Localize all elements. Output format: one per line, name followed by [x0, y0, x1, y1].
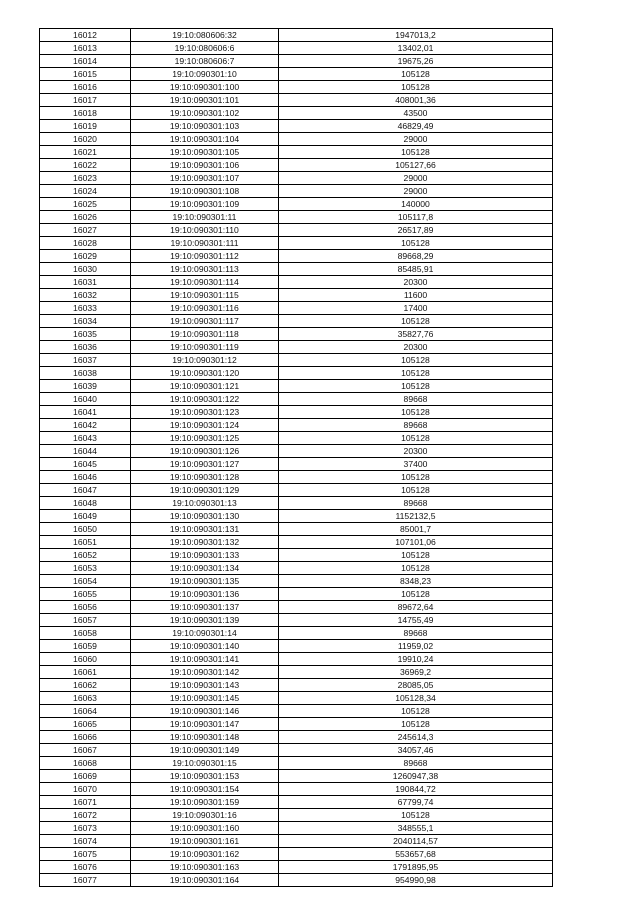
value-cell: 105128	[279, 705, 553, 718]
table-row	[40, 107, 553, 120]
cadastral-number-cell: 19:10:090301:104	[131, 133, 279, 146]
value-cell: 11600	[279, 289, 553, 302]
cadastral-number-cell: 19:10:090301:127	[131, 458, 279, 471]
table-row	[40, 653, 553, 666]
row-number-cell: 16072	[40, 809, 131, 822]
table-row	[40, 471, 553, 484]
value-cell: 37400	[279, 458, 553, 471]
value-cell: 2040114,57	[279, 835, 553, 848]
row-number-cell: 16061	[40, 666, 131, 679]
cadastral-number-cell: 19:10:090301:109	[131, 198, 279, 211]
row-number-cell: 16040	[40, 393, 131, 406]
table-row	[40, 822, 553, 835]
row-number-cell: 16051	[40, 536, 131, 549]
table-row	[40, 81, 553, 94]
value-cell: 89668	[279, 497, 553, 510]
table-row	[40, 445, 553, 458]
row-number-cell: 16044	[40, 445, 131, 458]
cadastral-number-cell: 19:10:090301:124	[131, 419, 279, 432]
cadastral-number-cell: 19:10:090301:115	[131, 289, 279, 302]
value-cell: 140000	[279, 198, 553, 211]
cadastral-number-cell: 19:10:090301:163	[131, 861, 279, 874]
row-number-cell: 16043	[40, 432, 131, 445]
cadastral-number-cell: 19:10:090301:134	[131, 562, 279, 575]
cadastral-number-cell: 19:10:090301:164	[131, 874, 279, 887]
value-cell: 105128,34	[279, 692, 553, 705]
row-number-cell: 16073	[40, 822, 131, 835]
value-cell: 105128	[279, 809, 553, 822]
table-row	[40, 302, 553, 315]
table-row	[40, 692, 553, 705]
cadastral-number-cell: 19:10:090301:130	[131, 510, 279, 523]
value-cell: 34057,46	[279, 744, 553, 757]
table-row	[40, 679, 553, 692]
table-row	[40, 614, 553, 627]
table-row	[40, 588, 553, 601]
table-row	[40, 380, 553, 393]
cadastral-number-cell: 19:10:090301:128	[131, 471, 279, 484]
value-cell: 190844,72	[279, 783, 553, 796]
table-row	[40, 718, 553, 731]
row-number-cell: 16020	[40, 133, 131, 146]
cadastral-number-cell: 19:10:090301:154	[131, 783, 279, 796]
value-cell: 8348,23	[279, 575, 553, 588]
row-number-cell: 16029	[40, 250, 131, 263]
row-number-cell: 16064	[40, 705, 131, 718]
value-cell: 17400	[279, 302, 553, 315]
row-number-cell: 16075	[40, 848, 131, 861]
row-number-cell: 16025	[40, 198, 131, 211]
table-row	[40, 744, 553, 757]
value-cell: 105128	[279, 471, 553, 484]
cadastral-number-cell: 19:10:090301:106	[131, 159, 279, 172]
value-cell: 85485,91	[279, 263, 553, 276]
value-cell: 43500	[279, 107, 553, 120]
row-number-cell: 16056	[40, 601, 131, 614]
row-number-cell: 16053	[40, 562, 131, 575]
value-cell: 46829,49	[279, 120, 553, 133]
table-row	[40, 484, 553, 497]
value-cell: 85001,7	[279, 523, 553, 536]
table-row	[40, 120, 553, 133]
table-row	[40, 601, 553, 614]
row-number-cell: 16068	[40, 757, 131, 770]
table-row	[40, 393, 553, 406]
table-row	[40, 263, 553, 276]
table-row	[40, 861, 553, 874]
row-number-cell: 16028	[40, 237, 131, 250]
table-row	[40, 562, 553, 575]
row-number-cell: 16063	[40, 692, 131, 705]
cadastral-number-cell: 19:10:090301:10	[131, 68, 279, 81]
cadastral-number-cell: 19:10:080606:6	[131, 42, 279, 55]
cadastral-number-cell: 19:10:090301:111	[131, 237, 279, 250]
cadastral-number-cell: 19:10:090301:146	[131, 705, 279, 718]
row-number-cell: 16067	[40, 744, 131, 757]
cadastral-number-cell: 19:10:090301:114	[131, 276, 279, 289]
table-row	[40, 211, 553, 224]
value-cell: 11959,02	[279, 640, 553, 653]
value-cell: 20300	[279, 341, 553, 354]
value-cell: 67799,74	[279, 796, 553, 809]
row-number-cell: 16026	[40, 211, 131, 224]
value-cell: 954990,98	[279, 874, 553, 887]
cadastral-number-cell: 19:10:090301:147	[131, 718, 279, 731]
cadastral-number-cell: 19:10:090301:116	[131, 302, 279, 315]
value-cell: 105128	[279, 354, 553, 367]
value-cell: 26517,89	[279, 224, 553, 237]
table-row	[40, 68, 553, 81]
row-number-cell: 16070	[40, 783, 131, 796]
value-cell: 89668	[279, 393, 553, 406]
value-cell: 105128	[279, 367, 553, 380]
table-row	[40, 328, 553, 341]
table-row	[40, 289, 553, 302]
row-number-cell: 16032	[40, 289, 131, 302]
row-number-cell: 16024	[40, 185, 131, 198]
row-number-cell: 16042	[40, 419, 131, 432]
row-number-cell: 16014	[40, 55, 131, 68]
value-cell: 105128	[279, 237, 553, 250]
cadastral-number-cell: 19:10:090301:139	[131, 614, 279, 627]
row-number-cell: 16013	[40, 42, 131, 55]
table-row	[40, 848, 553, 861]
table-row	[40, 367, 553, 380]
cadastral-number-cell: 19:10:090301:100	[131, 81, 279, 94]
row-number-cell: 16065	[40, 718, 131, 731]
value-cell: 105128	[279, 315, 553, 328]
value-cell: 105128	[279, 406, 553, 419]
row-number-cell: 16076	[40, 861, 131, 874]
cadastral-number-cell: 19:10:090301:119	[131, 341, 279, 354]
value-cell: 13402,01	[279, 42, 553, 55]
value-cell: 89668,29	[279, 250, 553, 263]
row-number-cell: 16049	[40, 510, 131, 523]
table-row	[40, 94, 553, 107]
value-cell: 28085,05	[279, 679, 553, 692]
row-number-cell: 16052	[40, 549, 131, 562]
table-row	[40, 315, 553, 328]
table-row	[40, 809, 553, 822]
row-number-cell: 16047	[40, 484, 131, 497]
table-row	[40, 770, 553, 783]
table-row	[40, 159, 553, 172]
cadastral-number-cell: 19:10:090301:126	[131, 445, 279, 458]
cadastral-number-cell: 19:10:090301:137	[131, 601, 279, 614]
cadastral-number-cell: 19:10:090301:133	[131, 549, 279, 562]
cadastral-number-cell: 19:10:090301:129	[131, 484, 279, 497]
row-number-cell: 16046	[40, 471, 131, 484]
cadastral-number-cell: 19:10:090301:14	[131, 627, 279, 640]
row-number-cell: 16038	[40, 367, 131, 380]
cadastral-number-cell: 19:10:090301:113	[131, 263, 279, 276]
row-number-cell: 16050	[40, 523, 131, 536]
table-row	[40, 29, 553, 42]
table-row	[40, 185, 553, 198]
value-cell: 36969,2	[279, 666, 553, 679]
value-cell: 105128	[279, 549, 553, 562]
cadastral-number-cell: 19:10:090301:107	[131, 172, 279, 185]
row-number-cell: 16045	[40, 458, 131, 471]
table-row	[40, 432, 553, 445]
row-number-cell: 16041	[40, 406, 131, 419]
value-cell: 245614,3	[279, 731, 553, 744]
table-row	[40, 224, 553, 237]
cadastral-number-cell: 19:10:090301:141	[131, 653, 279, 666]
cadastral-value-table	[39, 28, 553, 887]
row-number-cell: 16071	[40, 796, 131, 809]
value-cell: 105128	[279, 432, 553, 445]
value-cell: 20300	[279, 445, 553, 458]
value-cell: 107101,06	[279, 536, 553, 549]
cadastral-number-cell: 19:10:090301:161	[131, 835, 279, 848]
row-number-cell: 16077	[40, 874, 131, 887]
row-number-cell: 16036	[40, 341, 131, 354]
cadastral-number-cell: 19:10:090301:132	[131, 536, 279, 549]
value-cell: 105128	[279, 588, 553, 601]
table-row	[40, 276, 553, 289]
cadastral-number-cell: 19:10:090301:112	[131, 250, 279, 263]
value-cell: 1152132,5	[279, 510, 553, 523]
row-number-cell: 16021	[40, 146, 131, 159]
table-row	[40, 250, 553, 263]
value-cell: 89672,64	[279, 601, 553, 614]
value-cell: 105117,8	[279, 211, 553, 224]
table-row	[40, 406, 553, 419]
value-cell: 29000	[279, 185, 553, 198]
value-cell: 1947013,2	[279, 29, 553, 42]
value-cell: 29000	[279, 172, 553, 185]
value-cell: 105128	[279, 81, 553, 94]
value-cell: 105128	[279, 562, 553, 575]
row-number-cell: 16062	[40, 679, 131, 692]
row-number-cell: 16039	[40, 380, 131, 393]
cadastral-number-cell: 19:10:090301:12	[131, 354, 279, 367]
row-number-cell: 16037	[40, 354, 131, 367]
table-row	[40, 549, 553, 562]
row-number-cell: 16012	[40, 29, 131, 42]
cadastral-number-cell: 19:10:090301:15	[131, 757, 279, 770]
row-number-cell: 16022	[40, 159, 131, 172]
cadastral-number-cell: 19:10:090301:122	[131, 393, 279, 406]
value-cell: 105128	[279, 146, 553, 159]
table-row	[40, 237, 553, 250]
value-cell: 89668	[279, 627, 553, 640]
cadastral-number-cell: 19:10:090301:148	[131, 731, 279, 744]
row-number-cell: 16069	[40, 770, 131, 783]
cadastral-number-cell: 19:10:090301:110	[131, 224, 279, 237]
value-cell: 105128	[279, 68, 553, 81]
cadastral-number-cell: 19:10:090301:131	[131, 523, 279, 536]
row-number-cell: 16031	[40, 276, 131, 289]
row-number-cell: 16058	[40, 627, 131, 640]
table-row	[40, 172, 553, 185]
value-cell: 348555,1	[279, 822, 553, 835]
row-number-cell: 16027	[40, 224, 131, 237]
row-number-cell: 16015	[40, 68, 131, 81]
table-row	[40, 757, 553, 770]
cadastral-number-cell: 19:10:090301:105	[131, 146, 279, 159]
table-row	[40, 536, 553, 549]
table-row	[40, 640, 553, 653]
value-cell: 553657,68	[279, 848, 553, 861]
cadastral-number-cell: 19:10:090301:153	[131, 770, 279, 783]
row-number-cell: 16023	[40, 172, 131, 185]
row-number-cell: 16048	[40, 497, 131, 510]
value-cell: 20300	[279, 276, 553, 289]
cadastral-number-cell: 19:10:090301:136	[131, 588, 279, 601]
table-body	[40, 29, 553, 887]
cadastral-number-cell: 19:10:090301:143	[131, 679, 279, 692]
row-number-cell: 16057	[40, 614, 131, 627]
table-row	[40, 783, 553, 796]
table-row	[40, 835, 553, 848]
row-number-cell: 16060	[40, 653, 131, 666]
table-row	[40, 627, 553, 640]
cadastral-number-cell: 19:10:080606:32	[131, 29, 279, 42]
table-row	[40, 133, 553, 146]
row-number-cell: 16030	[40, 263, 131, 276]
cadastral-number-cell: 19:10:090301:121	[131, 380, 279, 393]
cadastral-number-cell: 19:10:090301:117	[131, 315, 279, 328]
table-row	[40, 458, 553, 471]
row-number-cell: 16033	[40, 302, 131, 315]
cadastral-number-cell: 19:10:090301:125	[131, 432, 279, 445]
row-number-cell: 16016	[40, 81, 131, 94]
table-row	[40, 198, 553, 211]
row-number-cell: 16074	[40, 835, 131, 848]
cadastral-number-cell: 19:10:090301:120	[131, 367, 279, 380]
cadastral-number-cell: 19:10:090301:13	[131, 497, 279, 510]
row-number-cell: 16018	[40, 107, 131, 120]
value-cell: 1791895,95	[279, 861, 553, 874]
cadastral-number-cell: 19:10:090301:149	[131, 744, 279, 757]
cadastral-number-cell: 19:10:090301:123	[131, 406, 279, 419]
cadastral-number-cell: 19:10:090301:103	[131, 120, 279, 133]
value-cell: 1260947,38	[279, 770, 553, 783]
value-cell: 19675,26	[279, 55, 553, 68]
value-cell: 89668	[279, 419, 553, 432]
cadastral-number-cell: 19:10:090301:162	[131, 848, 279, 861]
table-row	[40, 874, 553, 887]
row-number-cell: 16035	[40, 328, 131, 341]
value-cell: 105128	[279, 718, 553, 731]
cadastral-number-cell: 19:10:090301:135	[131, 575, 279, 588]
value-cell: 19910,24	[279, 653, 553, 666]
table-row	[40, 731, 553, 744]
value-cell: 35827,76	[279, 328, 553, 341]
cadastral-number-cell: 19:10:090301:108	[131, 185, 279, 198]
cadastral-number-cell: 19:10:090301:140	[131, 640, 279, 653]
cadastral-number-cell: 19:10:090301:145	[131, 692, 279, 705]
cadastral-number-cell: 19:10:090301:11	[131, 211, 279, 224]
row-number-cell: 16034	[40, 315, 131, 328]
table-row	[40, 419, 553, 432]
row-number-cell: 16017	[40, 94, 131, 107]
table-row	[40, 575, 553, 588]
cadastral-number-cell: 19:10:080606:7	[131, 55, 279, 68]
table-row	[40, 523, 553, 536]
table-row	[40, 55, 553, 68]
cadastral-number-cell: 19:10:090301:159	[131, 796, 279, 809]
value-cell: 105128	[279, 380, 553, 393]
cadastral-number-cell: 19:10:090301:160	[131, 822, 279, 835]
table-row	[40, 497, 553, 510]
value-cell: 14755,49	[279, 614, 553, 627]
table-row	[40, 510, 553, 523]
table-row	[40, 666, 553, 679]
table-row	[40, 146, 553, 159]
row-number-cell: 16059	[40, 640, 131, 653]
cadastral-number-cell: 19:10:090301:118	[131, 328, 279, 341]
cadastral-number-cell: 19:10:090301:102	[131, 107, 279, 120]
row-number-cell: 16054	[40, 575, 131, 588]
table-row	[40, 796, 553, 809]
table-row	[40, 705, 553, 718]
cadastral-number-cell: 19:10:090301:101	[131, 94, 279, 107]
value-cell: 408001,36	[279, 94, 553, 107]
cadastral-number-cell: 19:10:090301:142	[131, 666, 279, 679]
value-cell: 105128	[279, 484, 553, 497]
row-number-cell: 16055	[40, 588, 131, 601]
table-row	[40, 42, 553, 55]
cadastral-number-cell: 19:10:090301:16	[131, 809, 279, 822]
table-row	[40, 341, 553, 354]
row-number-cell: 16019	[40, 120, 131, 133]
value-cell: 29000	[279, 133, 553, 146]
row-number-cell: 16066	[40, 731, 131, 744]
value-cell: 105127,66	[279, 159, 553, 172]
table-row	[40, 354, 553, 367]
value-cell: 89668	[279, 757, 553, 770]
